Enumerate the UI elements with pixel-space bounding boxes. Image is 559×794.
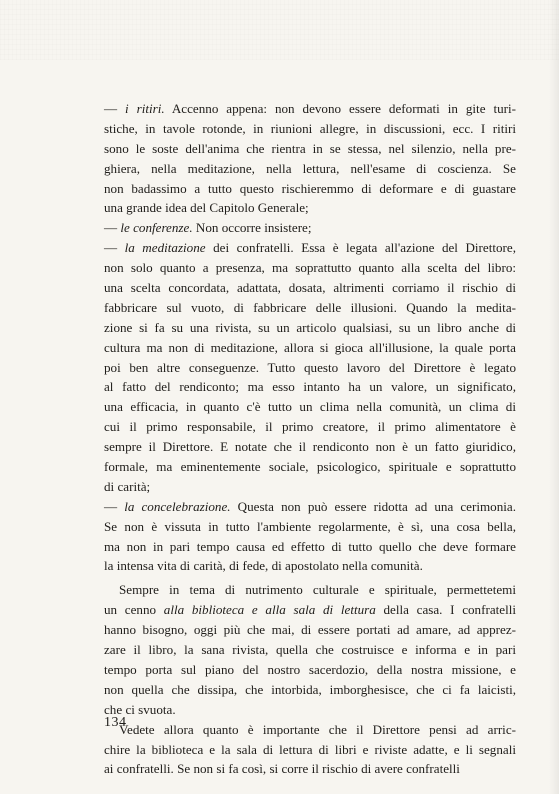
- text-line: [104, 417, 516, 437]
- text-line: [104, 457, 516, 477]
- text-run: una grande idea del Capitolo Generale;: [104, 200, 309, 216]
- text-line: [104, 159, 516, 179]
- text-line: [104, 139, 516, 159]
- em-dash: —: [104, 240, 125, 256]
- text-line: [104, 258, 516, 278]
- paragraph-biblioteca: [104, 580, 516, 719]
- em-dash: —: [104, 498, 125, 514]
- text-run: che ci svuota.: [104, 701, 176, 717]
- paragraph-vedete: [104, 720, 516, 780]
- text-run: ghiera, nella meditazione, nella lettura, nell'esame di coscienza. Se: [104, 160, 516, 176]
- text-run: formale, ma eminentemente sociale, psicologico, spirituale e soprattutto: [104, 459, 516, 475]
- text-line: [104, 660, 516, 680]
- text-run: poi ben altre conseguenze. Tutto questo lavoro del Direttore è legato: [104, 359, 516, 375]
- text-run: dei confratelli. Essa è legata all'azione del Direttore,: [205, 240, 516, 256]
- text-line: [104, 119, 516, 139]
- em-dash: —: [104, 220, 121, 236]
- text-run: hanno bisogno, oggi più che mai, di essere portati ad amare, ad apprez-: [104, 622, 516, 638]
- text-line: [104, 497, 516, 517]
- text-line: [104, 397, 516, 417]
- text-run: una scelta concordata, adattata, dosata, altrimenti corriamo il rischio di: [104, 280, 516, 296]
- text-run: la intensa vita di carità, di fede, di apostolato nella comunità.: [104, 558, 423, 574]
- text-line: [104, 556, 516, 576]
- text-run: Accenno appena: non devono essere deformati in gite turi-: [164, 101, 516, 116]
- text-run: non badassimo a tutto questo rischieremmo di deformare e di guastare: [104, 180, 516, 196]
- page-number: 134: [104, 715, 127, 730]
- text-run: cultura ma non di meditazione, allora si gioca all'illusione, la quale porta: [104, 339, 516, 355]
- text-run: una efficacia, in quanto c'è tutto un clima nella comunità, un clima di: [104, 399, 516, 415]
- text-run: un cenno: [104, 602, 164, 618]
- text-line: [104, 759, 516, 779]
- text-line: [104, 318, 516, 338]
- text-line: [104, 720, 516, 740]
- text-run: al fatto del rendiconto; ma esso intanto ha un valore, un significato,: [104, 379, 516, 395]
- text-line: [104, 620, 516, 640]
- text-run: Sempre in tema di nutrimento culturale e spirituale, permettetemi: [119, 582, 516, 598]
- text-run: tempo porta sul piano del nostro sacerdozio, della nostra missione, e: [104, 661, 516, 677]
- paragraph-concelebrazione: [104, 497, 516, 577]
- text-run: Non occorre insistere;: [192, 220, 312, 236]
- text-line: [104, 640, 516, 660]
- text-run: sono le soste dell'anima che rientra in se stessa, nel silenzio, nella pre-: [104, 140, 516, 156]
- text-run: di carità;: [104, 478, 151, 494]
- text-run: fabbricare sul vuoto, di fabbricare delle illusioni. Quando la medita-: [104, 299, 516, 315]
- text-line: [104, 179, 516, 199]
- text-line: [104, 377, 516, 397]
- em-dash: —: [104, 101, 126, 116]
- text-line: [104, 298, 516, 318]
- text-line: [104, 358, 516, 378]
- text-line: [104, 580, 516, 600]
- text-line: [104, 99, 516, 119]
- text-line: [104, 477, 516, 497]
- text-run: non quella che dissipa, che intorbida, imborghesisce, che ci fa laicisti,: [104, 681, 516, 697]
- text-run: sempre il Direttore. E notate che il rendiconto non è un fatto giuridico,: [104, 439, 516, 455]
- text-run: ma non in pari tempo causa ed effetto di tutto quello che deve formare: [104, 538, 516, 554]
- text-run: non solo quanto a presenza, ma soprattutto quanto alla scelta del libro:: [104, 260, 516, 276]
- italic-term: la meditazione: [124, 240, 206, 256]
- text-line: [104, 517, 516, 537]
- text-line: [104, 537, 516, 557]
- paragraph-ritiri: [104, 99, 516, 218]
- text-line: [104, 218, 516, 238]
- text-line: [104, 198, 516, 218]
- italic-term: alla biblioteca e alla sala di lettura: [163, 602, 376, 618]
- page-edge-shadow: [549, 0, 559, 794]
- text-line: [104, 278, 516, 298]
- text-run: chire la biblioteca e la sala di lettura di libri e riviste adatte, e li segnali: [104, 741, 516, 757]
- text-run: stiche, in tavole rotonde, in riunioni allegre, in discussioni, ecc. I ritiri: [104, 120, 516, 136]
- paragraph-conferenze: [104, 218, 516, 238]
- text-line: [104, 238, 516, 258]
- text-run: della casa. I confratelli: [375, 602, 516, 618]
- text-line: [104, 437, 516, 457]
- italic-term: le conferenze.: [120, 220, 193, 236]
- text-run: Questa non può essere ridotta ad una cerimonia.: [230, 498, 516, 514]
- text-line: [104, 600, 516, 620]
- text-run: cui il primo responsabile, il primo creatore, il primo alimentatore è: [104, 419, 516, 435]
- text-line: [104, 700, 516, 720]
- paragraph-meditazione: [104, 238, 516, 497]
- body-text: [104, 99, 516, 779]
- text-run: ai confratelli. Se non si fa così, si corre il rischio di avere confratelli: [104, 761, 460, 777]
- text-line: [104, 338, 516, 358]
- text-run: Se non è vissuta in tutto l'ambiente regolarmente, è sì, una cosa bella,: [104, 518, 516, 534]
- italic-term: i ritiri.: [125, 101, 165, 116]
- text-run: Vedete allora quanto è importante che il Direttore pensi ad arric-: [119, 721, 516, 737]
- text-line: [104, 740, 516, 760]
- text-run: zione si fa su una rivista, su un articolo qualsiasi, su un libro anche di: [104, 319, 516, 335]
- text-run: zare il libro, la sana rivista, quella che costruisce e informa e in pari: [104, 642, 516, 658]
- scan-texture: [0, 0, 559, 60]
- italic-term: la concelebrazione.: [124, 498, 231, 514]
- text-line: [104, 680, 516, 700]
